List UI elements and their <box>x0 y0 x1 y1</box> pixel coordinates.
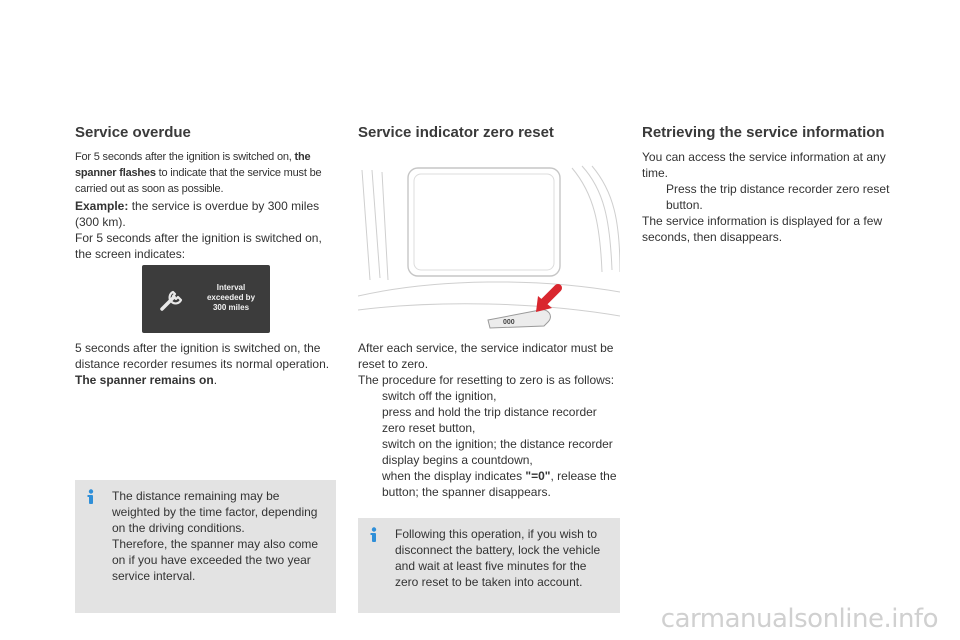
paragraph-info-displayed: The service information is displayed for a few seconds, then disappears. <box>642 214 883 244</box>
paragraph-screen-indicates: For 5 seconds after the ignition is switched on, the screen indicates: <box>75 231 322 261</box>
bullet-release: when the display indicates "=0", release the button; the spanner disappears. <box>382 469 617 499</box>
note-text: The distance remaining may be weighted by the time factor, depending on the driving conditions. Therefore, the spanner may also come on if you have exceeded the two year service interval. <box>112 489 319 583</box>
bullet-switch-on: switch on the ignition; the distance recorder display begins a countdown, <box>382 437 613 467</box>
wrench-icon <box>156 283 188 315</box>
heading-zero-reset: Service indicator zero reset <box>358 124 554 141</box>
zero-reset-button-label: 000 <box>503 319 515 326</box>
info-note-battery <box>358 518 620 613</box>
info-icon <box>82 488 100 506</box>
info-note-distance <box>75 480 336 613</box>
note-text: Following this operation, if you wish to disconnect the battery, lock the vehicle and wait at least five minutes for the zero reset to be taken into account. <box>395 527 601 589</box>
heading-retrieving-info: Retrieving the service information <box>642 124 885 141</box>
heading-service-overdue: Service overdue <box>75 124 191 141</box>
paragraph-spanner-flashes: For 5 seconds after the ignition is switched on, the spanner flashes to indicate that the service must be carried out as soon as possible. <box>75 151 322 195</box>
paragraph-access-info: You can access the service information at any time. <box>642 150 886 180</box>
column-service-overdue <box>75 124 337 262</box>
watermark: carmanualsonline.info <box>660 604 938 634</box>
bullet-press-hold: press and hold the trip distance recorder zero reset button, <box>382 405 597 435</box>
column-zero-reset <box>358 124 620 149</box>
paragraph-spanner-remains: 5 seconds after the ignition is switched on, the distance recorder resumes its normal operation. The spanner remains on. <box>75 341 330 387</box>
instrument-screen <box>142 265 270 333</box>
info-icon <box>365 526 383 544</box>
bullet-switch-off: switch off the ignition, <box>382 389 497 403</box>
bullet-press-button: Press the trip distance recorder zero reset button. <box>666 182 890 212</box>
zero-reset-procedure <box>358 340 620 500</box>
paragraph-procedure: The procedure for resetting to zero is as follows: <box>358 373 615 387</box>
dashboard-illustration <box>358 160 620 335</box>
screen-message: Interval exceeded by 300 miles <box>206 283 256 312</box>
paragraph-example: Example: the service is overdue by 300 miles (300 km). <box>75 199 320 229</box>
paragraph-after-service: After each service, the service indicator must be reset to zero. <box>358 341 614 371</box>
column-retrieving-info <box>642 124 904 245</box>
